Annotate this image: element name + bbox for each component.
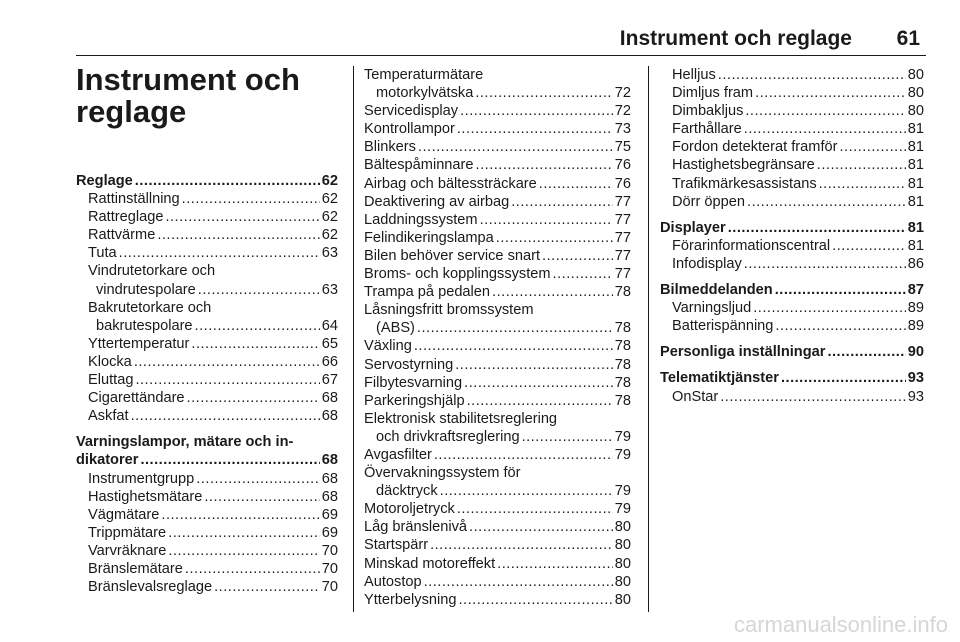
toc-section-varning-line1[interactable]: Varningslampor, mätare och in- [76, 434, 294, 451]
toc-column-1 [76, 172, 338, 596]
toc-entry[interactable]: Deaktivering av airbag ..... 77 [364, 193, 631, 211]
toc-entry[interactable]: Infodisplay ..... 86 [660, 255, 924, 273]
toc-entry[interactable]: Filbytesvarning ..... 78 [364, 374, 631, 392]
toc-entry[interactable]: Varningsljud ..... 89 [660, 299, 924, 317]
toc-entry[interactable]: Yttertemperatur ..... 65 [76, 335, 338, 353]
toc-entry[interactable]: Bilen behöver service snart ..... 77 [364, 247, 631, 265]
watermark: carmanualsonline.info [733, 612, 948, 637]
toc-entry[interactable]: Bränslevalsreglage ..... 70 [76, 578, 338, 596]
toc-entry-line1[interactable]: Bakrutetorkare och [88, 299, 212, 316]
toc-entry-line1[interactable]: Låsningsfritt bromssystem [364, 302, 534, 319]
toc-entry-line2[interactable]: däcktryck ..... 79 [364, 482, 631, 500]
toc-entry[interactable]: Fordon detekterat framför ..... 81 [660, 138, 924, 156]
toc-entry[interactable]: Broms- och kopplingssystem ..... 77 [364, 265, 631, 283]
toc-entry[interactable]: Felindikeringslampa ..... 77 [364, 229, 631, 247]
page-number: 61 [896, 27, 920, 50]
toc-entry[interactable]: Kontrollampor ..... 73 [364, 120, 631, 138]
toc-entry[interactable]: Parkeringshjälp ..... 78 [364, 392, 631, 410]
toc-entry[interactable]: OnStar ..... 93 [660, 388, 924, 406]
toc-entry-line2[interactable]: (ABS) ..... 78 [364, 319, 631, 337]
toc-entry[interactable]: Avgasfilter ..... 79 [364, 446, 631, 464]
toc-entry-line1[interactable]: Vindrutetorkare och [88, 263, 216, 280]
toc-entry[interactable]: Trippmätare ..... 69 [76, 524, 338, 542]
toc-entry[interactable]: Bränslemätare ..... 70 [76, 560, 338, 578]
toc-entry[interactable]: Rattinställning ..... 62 [76, 190, 338, 208]
toc-entry-line2[interactable]: vindrutespolare ..... 63 [76, 281, 338, 299]
toc-entry[interactable]: Klocka ..... 66 [76, 353, 338, 371]
toc-section-reglage[interactable]: Reglage ..... 62 [76, 172, 338, 190]
toc-entry[interactable]: Batterispänning ..... 89 [660, 317, 924, 335]
toc-section-varning-line2[interactable]: dikatorer ..... 68 [76, 451, 338, 469]
toc-section-bilmeddelanden[interactable]: Bilmeddelanden ..... 87 [660, 281, 924, 299]
toc-entry[interactable]: Trafikmärkesassistans ..... 81 [660, 175, 924, 193]
toc-entry[interactable]: Cigarettändare ..... 68 [76, 389, 338, 407]
toc-entry-line2[interactable]: bakrutespolare ..... 64 [76, 317, 338, 335]
toc-entry[interactable]: Dimbakljus ..... 80 [660, 102, 924, 120]
page-header [76, 25, 926, 56]
toc-entry[interactable]: Tuta ..... 63 [76, 244, 338, 262]
toc-entry[interactable]: Autostop ..... 80 [364, 573, 631, 591]
toc-entry[interactable]: Servostyrning ..... 78 [364, 356, 631, 374]
toc-entry[interactable]: Dimljus fram ..... 80 [660, 84, 924, 102]
toc-section-displayer[interactable]: Displayer ..... 81 [660, 219, 924, 237]
toc-entry[interactable]: Minskad motoreffekt ..... 80 [364, 555, 631, 573]
toc-entry[interactable]: Laddningssystem ..... 77 [364, 211, 631, 229]
toc-entry[interactable]: Varvräknare ..... 70 [76, 542, 338, 560]
toc-entry[interactable]: Rattreglage ..... 62 [76, 208, 338, 226]
toc-entry[interactable]: Blinkers ..... 75 [364, 138, 631, 156]
toc-entry[interactable]: Rattvärme ..... 62 [76, 226, 338, 244]
column-divider [353, 66, 354, 612]
toc-entry-line1[interactable]: Övervakningssystem för [364, 465, 521, 482]
toc-column-3 [660, 66, 924, 406]
toc-entry[interactable]: Eluttag ..... 67 [76, 371, 338, 389]
toc-entry[interactable]: Motoroljetryck ..... 79 [364, 500, 631, 518]
toc-entry-line2[interactable]: och drivkraftsreglering ..... 79 [364, 428, 631, 446]
toc-entry[interactable]: Vägmätare ..... 69 [76, 506, 338, 524]
toc-column-2 [364, 66, 631, 609]
toc-entry[interactable]: Hastighetsbegränsare ..... 81 [660, 156, 924, 174]
toc-entry[interactable]: Farthållare ..... 81 [660, 120, 924, 138]
toc-entry-line1[interactable]: Temperaturmätare [364, 67, 484, 83]
toc-entry[interactable]: Instrumentgrupp ..... 68 [76, 470, 338, 488]
chapter-title: Instrument och reglage [76, 62, 300, 129]
toc-section-telematik[interactable]: Telematiktjänster ..... 93 [660, 369, 924, 387]
toc-entry-line1[interactable]: Elektronisk stabilitetsreglering [364, 410, 558, 427]
column-divider [648, 66, 649, 612]
toc-entry[interactable]: Trampa på pedalen ..... 78 [364, 283, 631, 301]
toc-entry[interactable]: Servicedisplay ..... 72 [364, 102, 631, 120]
running-title: Instrument och reglage [619, 27, 852, 50]
toc-entry[interactable]: Airbag och bältessträckare ..... 76 [364, 175, 631, 193]
toc-entry[interactable]: Låg bränslenivå ..... 80 [364, 518, 631, 536]
toc-entry[interactable]: Hastighetsmätare ..... 68 [76, 488, 338, 506]
toc-entry-line2[interactable]: motorkylvätska ..... 72 [364, 84, 631, 102]
toc-entry[interactable]: Startspärr ..... 80 [364, 536, 631, 554]
toc-entry[interactable]: Dörr öppen ..... 81 [660, 193, 924, 211]
toc-entry[interactable]: Förarinformationscentral ..... 81 [660, 237, 924, 255]
toc-entry[interactable]: Helljus ..... 80 [660, 66, 924, 84]
toc-entry[interactable]: Bältespåminnare ..... 76 [364, 156, 631, 174]
toc-entry[interactable]: Ytterbelysning ..... 80 [364, 591, 631, 609]
toc-entry[interactable]: Växling ..... 78 [364, 337, 631, 355]
toc-entry[interactable]: Askfat ..... 68 [76, 407, 338, 425]
toc-section-personliga[interactable]: Personliga inställningar ..... 90 [660, 343, 924, 361]
